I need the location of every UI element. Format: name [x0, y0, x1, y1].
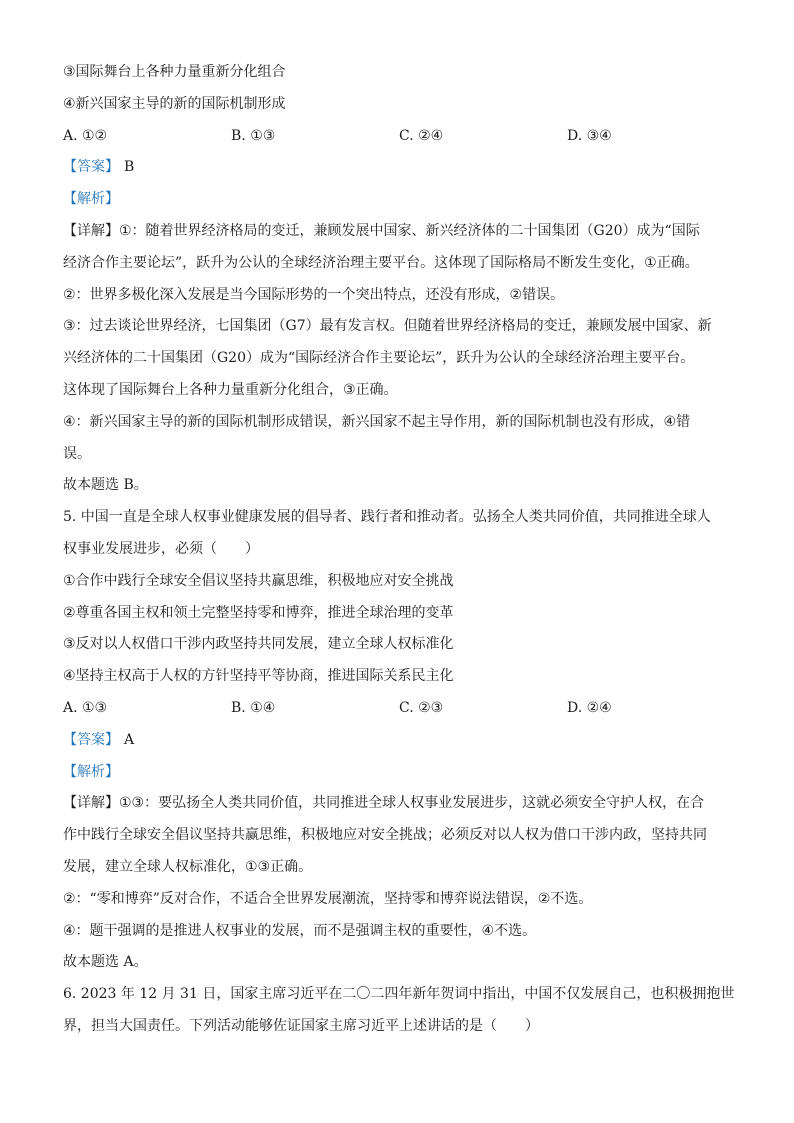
q4-choice-b: B. ①③	[231, 127, 276, 144]
q4-choices-row	[63, 121, 738, 153]
q5-stem-line: 权事业发展进步，必须（ ）	[63, 540, 259, 557]
q4-answer-line	[63, 152, 738, 184]
q5-choice-d: D. ②④	[567, 699, 612, 716]
q5-detail-line: 发展，建立全球人权标准化，①③正确。	[63, 858, 313, 875]
q5-detail-line: 【详解】①③：要弘扬全人类共同价值，共同推进全球人权事业发展进步，这就必须安全守护人权，在合	[63, 795, 705, 812]
q5-statement-4: ④坚持主权高于人权的方针坚持平等协商，推进国际关系民主化	[63, 668, 454, 685]
q5-conclusion-line: 故本题选 A。	[63, 954, 148, 971]
q5-choices-row	[63, 693, 738, 725]
page-content	[63, 57, 738, 1043]
q4-statement-4: ④新兴国家主导的新的国际机制形成	[63, 95, 286, 112]
q5-stem-line: 5. 中国一直是全球人权事业健康发展的倡导者、践行者和推动者。弘扬全人类共同价值，共同推进全球人	[63, 509, 711, 526]
q5-answer-value: A	[124, 731, 135, 748]
answer-label: 【答案】	[63, 159, 119, 176]
q4-detail-line: 兴经济体的二十国集团（G20）成为“国际经济合作主要论坛”，跃升为公认的全球经济治理主要平台。	[63, 350, 695, 367]
q6-stem-line: 界，担当大国责任。下列活动能够佐证国家主席习近平上述讲话的是（ ）	[63, 1017, 539, 1034]
q4-choice-a: A. ①②	[63, 127, 108, 144]
q5-statement-3: ③反对以人权借口干涉内政坚持共同发展，建立全球人权标准化	[63, 636, 454, 653]
q4-detail-line: 【详解】①：随着世界经济格局的变迁，兼顾发展中国家、新兴经济体的二十国集团（G20）成为“国际	[63, 222, 700, 239]
answer-label: 【答案】	[63, 731, 119, 748]
q4-detail-line: 经济合作主要论坛”，跃升为公认的全球经济治理主要平台。这体现了国际格局不断发生变化，①正确。	[63, 254, 699, 271]
q5-statement-2: ②尊重各国主权和领土完整坚持零和博弈，推进全球治理的变革	[63, 604, 454, 621]
q4-detail-line: ③：过去谈论世界经济，七国集团（G7）最有发言权。但随着世界经济格局的变迁，兼顾发展中国家、新	[63, 318, 712, 335]
q4-detail-line: ②：世界多极化深入发展是当今国际形势的一个突出特点，还没有形成，②错误。	[63, 286, 565, 303]
q5-choice-b: B. ①④	[231, 699, 276, 716]
q4-detail-line: 误。	[63, 445, 91, 462]
q4-analysis-line	[63, 184, 738, 216]
q4-detail-line: ④：新兴国家主导的新的国际机制形成错误，新兴国家不起主导作用，新的国际机制也没有形成，④错	[63, 413, 691, 430]
q5-detail-line: ②：“零和博弈”反对合作，不适合全世界发展潮流，坚持零和博弈说法错误，②不选。	[63, 890, 593, 907]
q4-choice-d: D. ③④	[567, 127, 612, 144]
q5-choice-c: C. ②③	[399, 699, 444, 716]
q5-choice-a: A. ①③	[63, 699, 108, 716]
q6-stem-line: 6. 2023 年 12 月 31 日，国家主席习近平在二〇二四年新年贺词中指出，中国不仅发展自己，也积极拥抱世	[63, 986, 735, 1003]
q4-statement-3: ③国际舞台上各种力量重新分化组合	[63, 64, 286, 80]
q5-analysis-line	[63, 757, 738, 789]
analysis-label: 【解析】	[63, 191, 119, 208]
q4-conclusion-line: 故本题选 B。	[63, 477, 148, 494]
q4-detail-line: 这体现了国际舞台上各种力量重新分化组合，③正确。	[63, 381, 398, 398]
q4-answer-value: B	[124, 159, 135, 176]
q4-choice-c: C. ②④	[399, 127, 444, 144]
q5-answer-line	[63, 725, 738, 757]
analysis-label: 【解析】	[63, 763, 119, 780]
q5-statement-1: ①合作中践行全球安全倡议坚持共赢思维，积极地应对安全挑战	[63, 572, 454, 589]
q5-detail-line: 作中践行全球安全倡议坚持共赢思维，积极地应对安全挑战；必须反对以人权为借口干涉内政，坚持共同	[63, 827, 707, 844]
q5-detail-line: ④：题干强调的是推进人权事业的发展，而不是强调主权的重要性，④不选。	[63, 922, 537, 939]
